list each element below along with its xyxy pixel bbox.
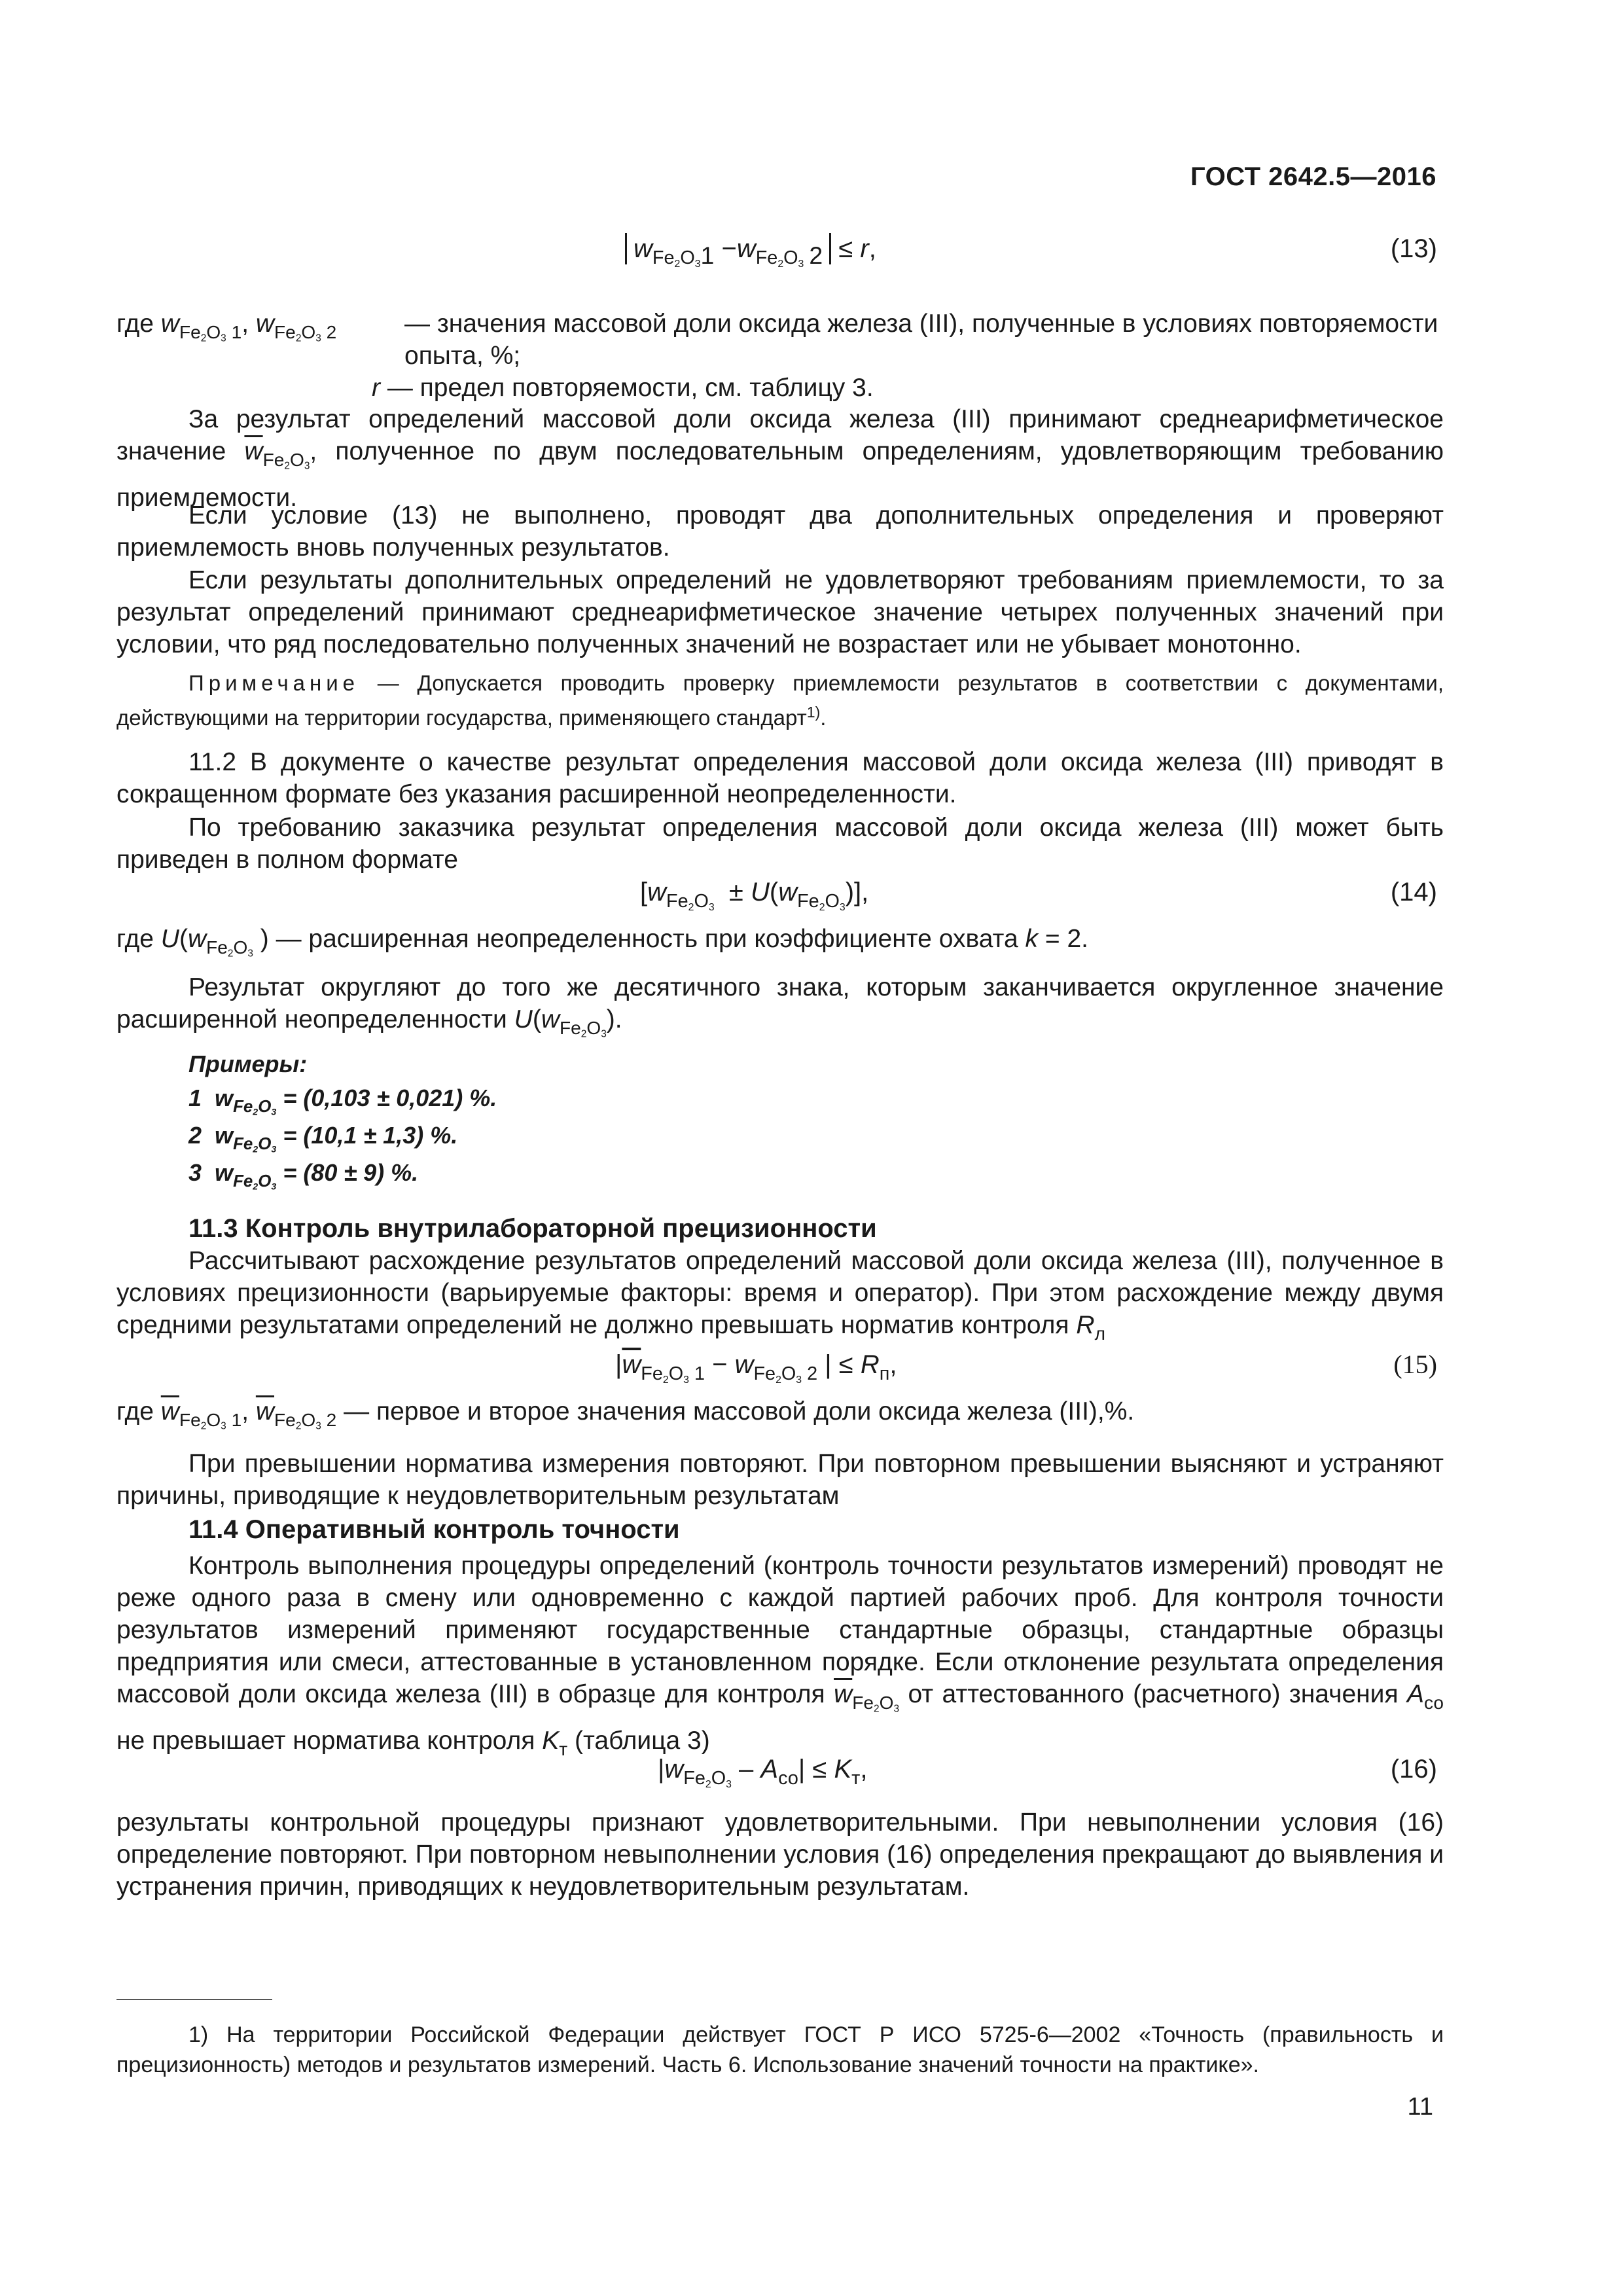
equation-16: $|w_{Fe2O3} - A_{со}| \le K_т$, [658,1755,868,1790]
paragraph-excess: При превышении норматива измерения повторяют. При повторном превышении выясняют и устраняют причины, приводящие к неудовлетворительным результатам [116,1450,1444,1510]
equation-14: $[w_{Fe2O3} \pm U(w_{Fe2O3})]$, [640,878,869,913]
definition-15: где $\overline{w}_{Fe2O3 1}$, $\overline{w}_{Fe2O3 2}$ — первое и второе значения массовой доли оксида железа (III),%. [116,1397,1135,1432]
section-heading-11-4: 11.4 Оперативный контроль точности [188,1515,680,1544]
equation-13-number: (13) [1390,234,1437,263]
footnote: 1) На территории Российской Федерации действует ГОСТ Р ИСО 5725-6—2002 «Точность (правильность и прецизионность) методов и результатов измерений. Часть 6. Использование значений точности на практике». [116,2022,1444,2077]
paragraph-full-format: По требованию заказчика результат определения массовой доли оксида железа (III) может быть приведен в полном формате [116,814,1444,874]
note: Примечание — Допускается проводить проверку приемлемости результатов в соответствии с документами, действующими на территории государства, применяющего стандарт$^{1)}$. [116,671,1444,730]
equation-15-number: (15) [1393,1350,1437,1379]
paragraph-11-2: 11.2 В документе о качестве результат определения массовой доли оксида железа (III) приводят в сокращенном формате без указания расширенной неопределенности. [116,748,1444,808]
standard-header: ГОСТ 2642.5—2016 [1190,162,1436,191]
paragraph-rounding: Результат округляют до того же десятичного знака, которым заканчивается округленное значение расширенной неопределенности $U(w_{Fe2O3})$. [116,973,1444,1040]
paragraph-average: За результат определений массовой доли оксида железа (III) принимают среднеарифметическое значение $\overline{w}_{Fe2O3}$, полученное по двум последовательным определениям, удовлетворяющим требованию приемлемости. [116,405,1444,512]
example-3: 3 $w_{Fe2O3} = (80 \pm 9)$ %. [188,1159,419,1193]
definitions-13: где $w_{Fe2O3 1}$, $w_{Fe2O3 2}$ — значения массовой доли оксида железа (III), полученные в условиях повторяемости опыта, %; r — предел повторяемости, см. таблицу 3. [116,310,1438,402]
paragraph-11-3: Рассчитывают расхождение результатов определений массовой доли оксида железа (III), полученное в условиях прецизионности (варьируемые факторы: время и оператор). При этом расхождение между двумя средними результатами определений не должно превышать норматив контроля $R_л$ [116,1247,1444,1344]
paragraph-11-4: Контроль выполнения процедуры определений (контроль точности результатов измерений) проводят не реже одного раза в смену или одновременно с каждой партией рабочих проб. Для контроля точности результатов измерений применяют государственные стандартные образцы, стандартные образцы предприятия или смеси, аттестованные в установленном порядке. Если отклонение результата определения массовой доли оксида железа (III) в образце для контроля $\overline{w}_{Fe2O3}$ от аттестованного (расчетного) значения $A_{со}$ не превышает норматива контроля $K_т$ (таблица 3) [116,1552,1444,1760]
footnote-separator [116,1999,272,2000]
equation-13: $w_{Fe2O31} -w_{Fe2O3 2} \le r$, [625,232,876,281]
equation-16-number: (16) [1390,1755,1437,1784]
paragraph-additional: Если результаты дополнительных определений не удовлетворяют требованиям приемлемости, то за результат определений принимают среднеарифметическое значение четырех полученных значений при условии, что ряд последовательно полученных значений не возрастает или не убывает монотонно. [116,566,1444,658]
equation-14-number: (14) [1390,878,1437,906]
page-number: 11 [1407,2093,1433,2121]
definition-u: где $U(w_{Fe2O3}$ ) — расширенная неопределенность при коэффициенте охвата k = 2. [116,925,1089,960]
section-heading-11-3: 11.3 Контроль внутрилабораторной прецизионности [188,1214,877,1243]
paragraph-condition-13: Если условие (13) не выполнено, проводят два дополнительных определения и проверяют приемлемость вновь полученных результатов. [116,501,1444,562]
examples-title: Примеры: [188,1050,308,1077]
equation-15: $|\overline{w}_{Fe2O3 1} - w_{Fe2O3 2}$ | ≤ $R_п$, [615,1350,897,1386]
example-2: 2 $w_{Fe2O3} = (10,1 \pm 1,3)$ %. [188,1122,458,1155]
example-1: 1 $w_{Fe2O3} = (0,103 \pm 0,021)$ %. [188,1085,497,1118]
paragraph-results: результаты контрольной процедуры признают удовлетворительными. При невыполнении условия (16) определение повторяют. При повторном невыполнении условия (16) определения прекращают до выявления и устранения причин, приводящих к неудовлетворительным результатам. [116,1808,1444,1901]
